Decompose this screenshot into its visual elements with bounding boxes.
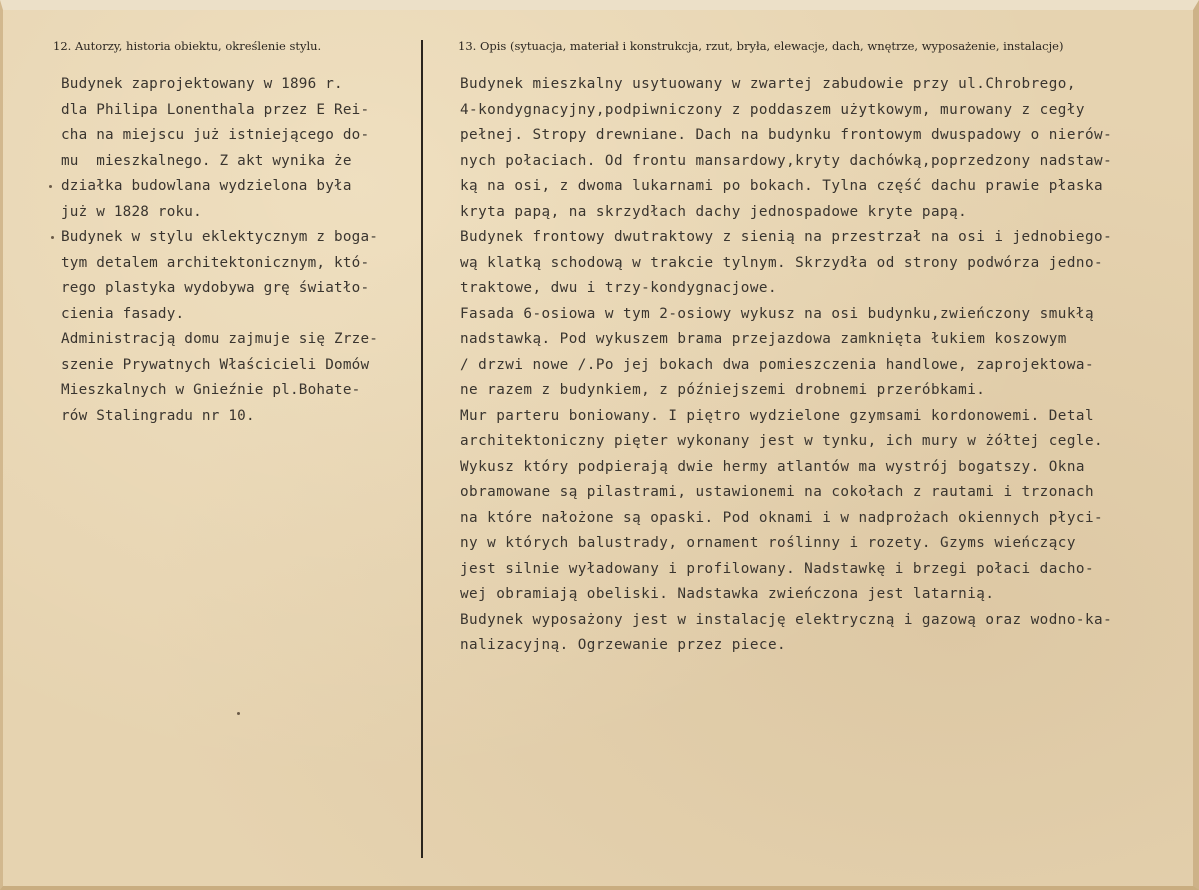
- history-line: Mieszkalnych w Gnieźnie pl.Bohate-: [61, 382, 361, 398]
- history-line: mu mieszkalnego. Z akt wynika że: [61, 152, 352, 169]
- history-line: szenie Prywatnych Właścicieli Domów: [61, 356, 370, 373]
- description-line: pełnej. Stropy drewniane. Dach na budynku frontowym dwuspadowy o nierów-: [460, 127, 1113, 143]
- description-line: wej obramiają obeliski. Nadstawka zwieńczona jest latarnią.: [460, 586, 995, 602]
- description-line: obramowane są pilastrami, ustawionemi na cokołach z rautami i trzonach: [460, 484, 1095, 500]
- description-text-block: [460, 72, 1190, 659]
- history-line: dla Philipa Lonenthala przez E Rei-: [61, 101, 370, 118]
- history-line: tym detalem architektonicznym, któ-: [61, 254, 370, 271]
- description-line: na które nałożone są opaski. Pod oknami i w nadprożach okiennych płyci-: [460, 509, 1104, 526]
- paper-speck: [51, 236, 54, 239]
- description-line: jest silnie wyładowany i profilowany. Nadstawkę i brzegi połaci dacho-: [460, 560, 1095, 577]
- description-line: architektoniczny pięter wykonany jest w tynku, ich mury w żółtej cegle.: [460, 433, 1104, 449]
- history-line: cha na miejscu już istniejącego do-: [61, 127, 370, 143]
- section-12-header: 12. Autorzy, historia obiektu, określenie stylu.: [53, 39, 322, 53]
- description-line: / drzwi nowe /.Po jej bokach dwa pomieszczenia handlowe, zaprojektowa-: [460, 356, 1095, 373]
- description-line: 4-kondygnacyjny,podpiwniczony z poddaszem użytkowym, murowany z cegły: [460, 101, 1085, 118]
- history-line: Administracją domu zajmuje się Zrze-: [61, 331, 379, 347]
- history-line: działka budowlana wydzielona była: [61, 178, 352, 194]
- description-line: Mur parteru boniowany. I piętro wydzielone gzymsami kordonowemi. Detal: [460, 407, 1095, 424]
- section-13-header: 13. Opis (sytuacja, materiał i konstrukcja, rzut, bryła, elewacje, dach, wnętrze, wyposażenie, instalacje): [458, 39, 1064, 53]
- description-line: ny w których balustrady, ornament roślinny i rozety. Gzyms wieńczący: [460, 535, 1076, 551]
- description-line: Wykusz który podpierają dwie hermy atlantów ma wystrój bogatszy. Okna: [460, 458, 1085, 475]
- paper-speck: [49, 185, 52, 188]
- description-line: wą klatką schodową w trakcie tylnym. Skrzydła od strony podwórza jedno-: [460, 254, 1104, 271]
- description-line: kryta papą, na skrzydłach dachy jednospadowe kryte papą.: [460, 203, 968, 220]
- history-line: już w 1828 roku.: [61, 203, 202, 220]
- history-line: cienia fasady.: [61, 305, 185, 322]
- history-line: Budynek w stylu eklektycznym z boga-: [61, 229, 379, 245]
- description-line: Budynek mieszkalny usytuowany w zwartej zabudowie przy ul.Chrobrego,: [460, 76, 1076, 92]
- description-line: Budynek frontowy dwutraktowy z sienią na przestrzał na osi i jednobiego-: [460, 229, 1113, 245]
- description-line: ne razem z budynkiem, z późniejszemi drobnemi przeróbkami.: [460, 382, 986, 398]
- description-line: nalizacyjną. Ogrzewanie przez piece.: [460, 637, 787, 653]
- description-line: Budynek wyposażony jest w instalację elektryczną i gazową oraz wodno-ka-: [460, 611, 1113, 628]
- paper-speck: [237, 712, 240, 715]
- history-text-block: [61, 72, 421, 429]
- history-line: Budynek zaprojektowany w 1896 r.: [61, 76, 343, 92]
- description-line: Fasada 6-osiowa w tym 2-osiowy wykusz na osi budynku,zwieńczony smukłą: [460, 305, 1095, 322]
- description-line: nych połaciach. Od frontu mansardowy,kryty dachówką,poprzedzony nadstaw-: [460, 152, 1113, 169]
- history-line: rego plastyka wydobywa grę światło-: [61, 280, 370, 296]
- column-divider: [421, 40, 423, 858]
- history-line: rów Stalingradu nr 10.: [61, 407, 255, 424]
- description-line: ką na osi, z dwoma lukarnami po bokach. Tylna część dachu prawie płaska: [460, 178, 1104, 194]
- description-line: traktowe, dwu i trzy-kondygnacjowe.: [460, 280, 778, 296]
- description-line: nadstawką. Pod wykuszem brama przejazdowa zamknięta łukiem koszowym: [460, 331, 1067, 347]
